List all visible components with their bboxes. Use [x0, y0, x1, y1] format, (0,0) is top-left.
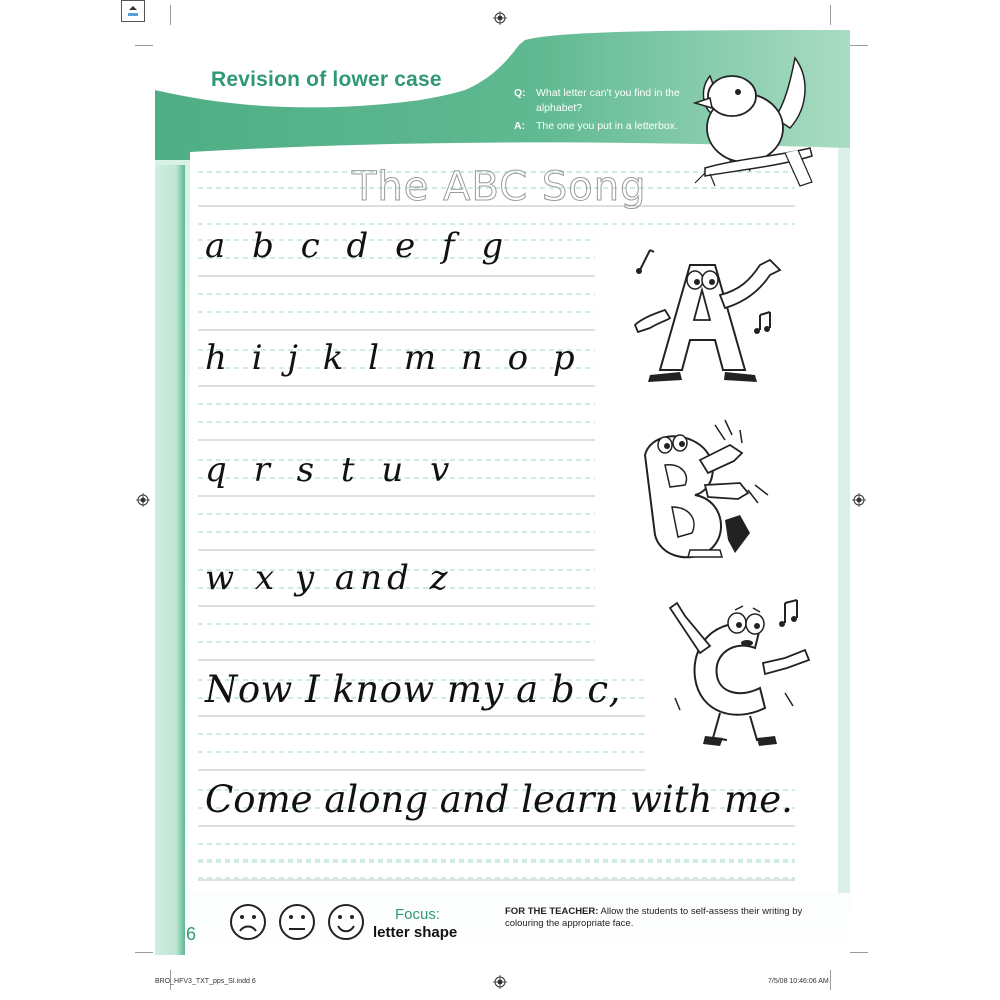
- focus-value: letter shape: [373, 924, 458, 941]
- page-title: Revision of lower case: [211, 68, 442, 91]
- page-number: 6: [186, 924, 197, 944]
- handwriting-line-2: h i j k l m n o p: [205, 338, 582, 378]
- file-name: BRO_HFV3_TXT_pps_SI.indd 6: [155, 978, 256, 985]
- self-assessment-faces: [228, 902, 368, 942]
- letter-a-character: [620, 240, 790, 390]
- letter-c-character: [665, 588, 815, 750]
- handwriting-line-3: q r s t u v: [205, 450, 458, 490]
- letter-b-character: [630, 415, 790, 565]
- handwriting-line-6: Come along and learn with me.: [205, 778, 793, 821]
- handwriting-line-5: Now I know my a b c,: [205, 668, 621, 711]
- bird-illustration: [690, 48, 815, 190]
- question-label: Q:: [514, 87, 526, 99]
- teacher-label: FOR THE TEACHER:: [505, 906, 599, 917]
- neutral-face-icon[interactable]: [280, 905, 314, 939]
- handwriting-line-1: a b c d e f g: [205, 226, 512, 266]
- sad-face-icon[interactable]: [231, 905, 265, 939]
- answer-label: A:: [514, 120, 526, 132]
- question-text: What letter can't you find in the alphabet?: [536, 87, 680, 114]
- riddle-answer: [514, 119, 714, 134]
- teacher-note: [505, 906, 835, 930]
- print-timestamp: 7/5/08 10:46:06 AM: [768, 978, 829, 985]
- focus-label: Focus:: [395, 906, 441, 923]
- riddle-question: [514, 86, 694, 114]
- answer-text: The one you put in a letterbox.: [536, 120, 678, 132]
- handwriting-line-4: w x y and z: [205, 558, 453, 598]
- happy-face-icon[interactable]: [329, 905, 363, 939]
- song-title: The ABC Song: [352, 164, 647, 210]
- teacher-text: Allow the students to self-assess their writing by colouring the appropriate face.: [505, 906, 803, 929]
